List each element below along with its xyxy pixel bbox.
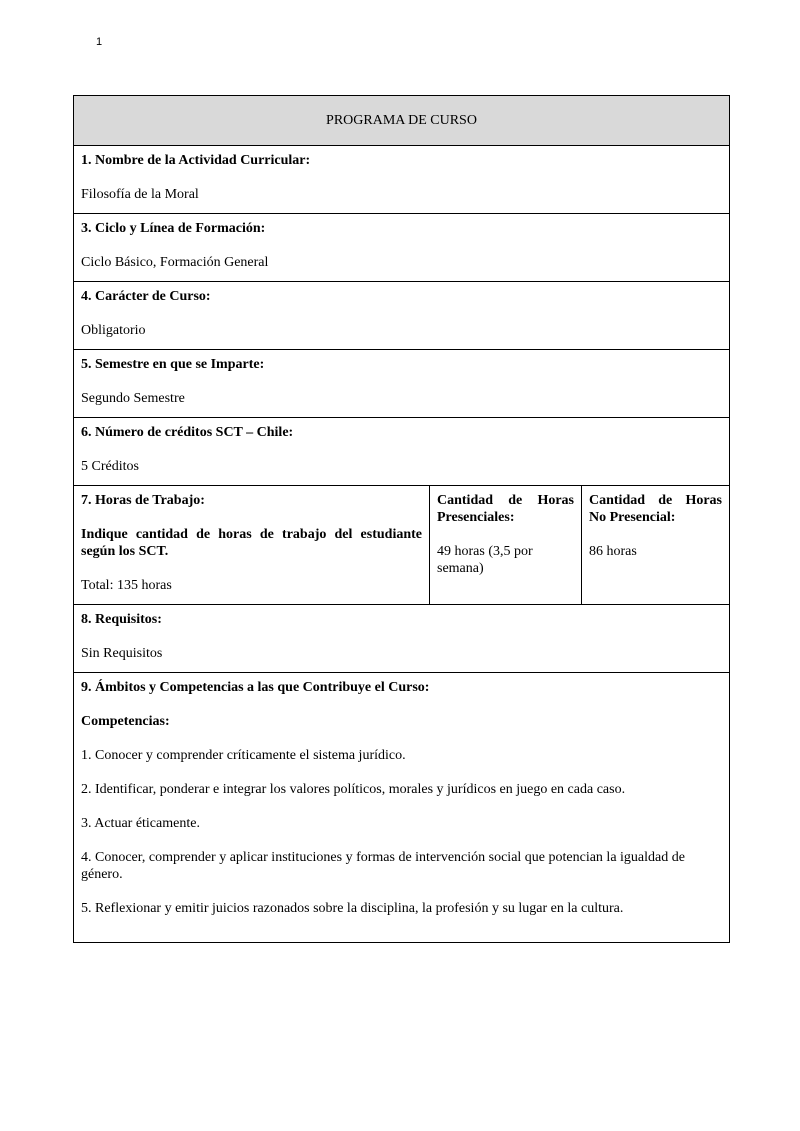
section-title: 6. Número de créditos SCT – Chile: <box>81 425 294 440</box>
section-title: 8. Requisitos: <box>81 612 162 627</box>
table-header: PROGRAMA DE CURSO <box>74 96 730 146</box>
hours-title: 7. Horas de Trabajo: <box>81 493 205 508</box>
presencial-label: Cantidad de Horas Presenciales: <box>437 493 574 525</box>
section-value: Ciclo Básico, Formación General <box>81 255 269 270</box>
competency-item: 5. Reflexionar y emitir juicios razonados sobre la disciplina, la profesión y su lugar en la cultura. <box>81 901 624 916</box>
section-value: Obligatorio <box>81 323 146 338</box>
section-title: 3. Ciclo y Línea de Formación: <box>81 221 266 236</box>
hours-instruction: Indique cantidad de horas de trabajo del estudiante según los SCT. <box>81 527 422 559</box>
section-row-requirements <box>74 605 730 673</box>
section-row-semester <box>74 350 730 418</box>
section-value: Sin Requisitos <box>81 646 163 661</box>
section-row-hours <box>74 486 730 605</box>
competency-item: 3. Actuar éticamente. <box>81 816 200 831</box>
section-row-character <box>74 282 730 350</box>
page-number: 1 <box>96 36 103 48</box>
competencies-heading: Competencias: <box>81 714 170 729</box>
competency-item: 2. Identificar, ponderar e integrar los valores políticos, morales y jurídicos en juego en cada caso. <box>81 782 626 797</box>
section-title: 5. Semestre en que se Imparte: <box>81 357 265 372</box>
section-row-activity-name <box>74 146 730 214</box>
section-row-competencies <box>74 673 730 943</box>
no-presencial-hours-cell <box>582 486 730 605</box>
competency-item: 1. Conocer y comprender críticamente el sistema jurídico. <box>81 748 406 763</box>
section-row-cycle <box>74 214 730 282</box>
section-row-credits <box>74 418 730 486</box>
no-presencial-label: Cantidad de Horas No Presencial: <box>589 493 722 525</box>
no-presencial-value: 86 horas <box>589 544 637 559</box>
course-program-table <box>73 95 730 943</box>
section-value: Segundo Semestre <box>81 391 185 406</box>
presencial-value: 49 horas (3,5 por semana) <box>437 544 533 576</box>
hours-cell <box>74 486 430 605</box>
hours-total: Total: 135 horas <box>81 578 172 593</box>
section-title: 4. Carácter de Curso: <box>81 289 211 304</box>
section-value: 5 Créditos <box>81 459 139 474</box>
section-value: Filosofía de la Moral <box>81 187 199 202</box>
section-title: 1. Nombre de la Actividad Curricular: <box>81 153 311 168</box>
presencial-hours-cell <box>430 486 582 605</box>
section-title: 9. Ámbitos y Competencias a las que Contribuye el Curso: <box>81 680 430 695</box>
competency-item: 4. Conocer, comprender y aplicar instituciones y formas de intervención social que potencian la igualdad de género. <box>81 850 685 882</box>
header-row <box>74 96 730 146</box>
